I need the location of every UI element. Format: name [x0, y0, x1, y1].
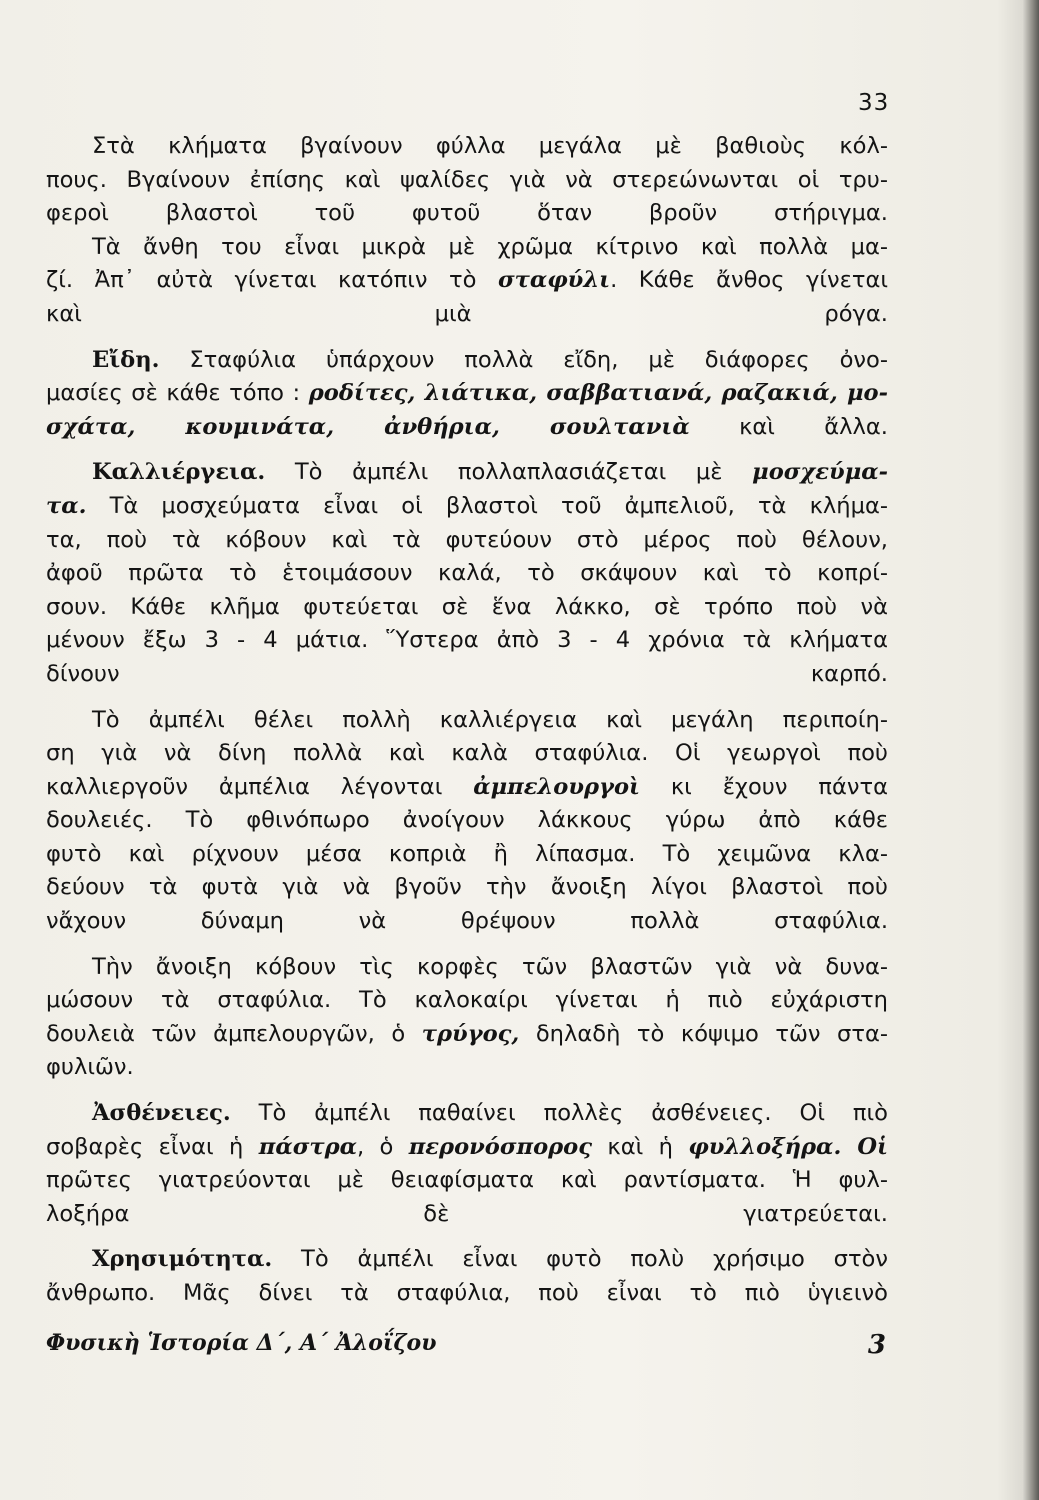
text-run: Σταφύλια ὑπάρχουν πολλὰ εἴδη, μὲ διάφορες ὀνο- [159, 346, 888, 373]
text-run: καὶ ἡ [592, 1133, 689, 1160]
body-text [46, 130, 888, 1311]
text-line: ἀφοῦ πρῶτα τὸ ἑτοιμάσουν καλά, τὸ σκάψουν καὶ τὸ κοπρί- [46, 560, 888, 587]
text-line [46, 1018, 888, 1052]
term-cuttings: μοσχεύμα- [752, 459, 888, 486]
text-run: ζί. Ἀπ᾽ αὐτὰ γίνεται κατόπιν τὸ [46, 267, 498, 294]
text-line [46, 1097, 888, 1131]
page-footer [46, 1330, 886, 1360]
text-line: σουν. Κάθε κλῆμα φυτεύεται σὲ ἕνα λάκκο, σὲ τρόπο ποὺ νὰ [46, 593, 888, 620]
section-heading-diseases: Ἀσθένειες. [92, 1100, 231, 1127]
text-line: μένουν ἔξω 3 - 4 μάτια. Ὕστερα ἀπὸ 3 - 4 χρόνια τὰ κλήματα [46, 627, 888, 654]
term-disease: πάστρα [258, 1133, 357, 1160]
text-line [46, 1131, 888, 1165]
paragraph-usefulness [46, 1243, 888, 1310]
text-line: φυλιῶν. [46, 1054, 134, 1081]
paragraph-cultivation [46, 456, 888, 691]
paragraph-diseases [46, 1097, 888, 1231]
text-line: ση γιὰ νὰ δίνη πολλὰ καὶ καλὰ σταφύλια. Οἱ γεωργοὶ ποὺ [46, 740, 888, 767]
text-run: . Κάθε ἄνθος γίνεται [610, 267, 888, 294]
text-run: Τὸ ἀμπέλι εἶναι φυτὸ πολὺ χρήσιμο στὸν [272, 1246, 888, 1273]
text-line: Τὴν ἄνοιξη κόβουν τὶς κορφὲς τῶν βλαστῶν γιὰ νὰ δυνα- [92, 953, 888, 980]
text-line: καὶ μιὰ ρόγα. [46, 300, 888, 327]
text-run: δηλαδὴ τὸ κόψιμο τῶν στα- [519, 1020, 888, 1047]
book-spine-edge [1023, 0, 1039, 1500]
text-line: ἄνθρωπο. Μᾶς δίνει τὰ σταφύλια, ποὺ εἶναι τὸ πιὸ ὑγιεινὸ [46, 1280, 888, 1306]
text-run: , ὁ [356, 1133, 409, 1160]
text-line: μώσουν τὰ σταφύλια. Τὸ καλοκαίρι γίνεται ἡ πιὸ εὐχάριστη [46, 987, 888, 1014]
term-vinegrowers: ἀμπελουργοὶ [473, 773, 640, 800]
term-disease: περονόσπορος [408, 1133, 592, 1160]
text-run: καλλιεργοῦν ἀμπέλια λέγονται [46, 773, 474, 800]
text-line [46, 456, 888, 490]
text-line [46, 771, 888, 805]
paragraph-leaves [46, 130, 888, 231]
text-line: νἄχουν δύναμη νὰ θρέψουν πολλὰ σταφύλια. [46, 908, 888, 935]
text-line: Στὰ κλήματα βγαίνουν φύλλα μεγάλα μὲ βαθιοὺς κόλ- [92, 133, 888, 159]
text-line [46, 377, 888, 411]
text-line: τα, ποὺ τὰ κόβουν καὶ τὰ φυτεύουν στὸ μέρος ποὺ θέλουν, [46, 526, 888, 553]
text-line: δίνουν καρπό. [46, 660, 888, 687]
text-run: κι ἔχουν πάντα [639, 773, 888, 800]
page-number: 33 [858, 90, 890, 116]
footer-book-title: Φυσικὴ Ἱστορία Δ΄, Α΄ Ἀλοΐζου [46, 1330, 437, 1356]
text-line [46, 344, 888, 378]
paragraph-harvest [46, 951, 888, 1085]
text-line: δεύουν τὰ φυτὰ γιὰ νὰ βγοῦν τὴν ἄνοιξη λίγοι βλαστοὶ ποὺ [46, 874, 888, 901]
section-heading-cultivation: Καλλιέργεια. [92, 459, 266, 486]
text-line [46, 1243, 888, 1277]
text-line [46, 411, 888, 445]
text-run: Τὸ ἀμπέλι παθαίνει πολλὲς ἀσθένειες. Οἱ πιὸ [230, 1100, 888, 1127]
term-grape: σταφύλι [497, 267, 611, 294]
paragraph-varieties [46, 344, 888, 445]
text-line [46, 490, 888, 524]
variety-terms: σχάτα, κουμινάτα, ἀνθήρια, σουλτανιὰ [46, 413, 690, 440]
section-heading-usefulness: Χρησιμότητα. [92, 1246, 273, 1273]
text-run: καὶ ἄλλα. [689, 413, 888, 440]
text-line: δουλειές. Τὸ φθινόπωρο ἀνοίγουν λάκκους γύρω ἀπὸ κάθε [46, 807, 888, 834]
text-line: φυτὸ καὶ ρίχνουν μέσα κοπριὰ ἢ λίπασμα. Τὸ χειμῶνα κλα- [46, 840, 888, 867]
text-line: Τὰ ἄνθη του εἶναι μικρὰ μὲ χρῶμα κίτρινο καὶ πολλὰ μα- [92, 233, 888, 260]
term-cuttings: τα. [46, 492, 87, 519]
text-run: δουλειὰ τῶν ἀμπελουργῶν, ὁ [46, 1020, 422, 1047]
text-run: σοβαρὲς εἶναι ἡ [46, 1133, 259, 1160]
text-line: λοξήρα δὲ γιατρεύεται. [46, 1200, 888, 1227]
text-line [46, 264, 888, 298]
text-line: Τὸ ἀμπέλι θέλει πολλὴ καλλιέργεια καὶ μεγάλη περιποίη- [92, 706, 888, 733]
signature-mark: 3 [867, 1330, 886, 1360]
text-line: πρῶτες γιατρεύονται μὲ θειαφίσματα καὶ ραντίσματα. Ἡ φυλ- [46, 1167, 888, 1194]
text-run: μασίες σὲ κάθε τόπο : [46, 380, 309, 407]
paragraph-flowers [46, 231, 888, 332]
text-run: Τὸ ἀμπέλι πολλαπλασιάζεται μὲ [265, 459, 753, 486]
term-disease: φυλλοξήρα. Οἱ [688, 1133, 888, 1160]
section-heading-varieties: Εἴδη. [92, 346, 160, 373]
term-harvest: τρύγος, [421, 1020, 520, 1047]
variety-terms: ροδίτες, λιάτικα, σαββατιανά, ραζακιά, μο- [308, 380, 889, 407]
text-run: Τὰ μοσχεύματα εἶναι οἱ βλαστοὶ τοῦ ἀμπελιοῦ, τὰ κλήμα- [86, 492, 888, 519]
text-line: πους. Βγαίνουν ἐπίσης καὶ ψαλίδες γιὰ νὰ στερεώνωνται οἱ τρυ- [46, 166, 888, 193]
text-line: φεροὶ βλαστοὶ τοῦ φυτοῦ ὅταν βροῦν στήριγμα. [46, 200, 888, 227]
paragraph-care [46, 704, 888, 939]
